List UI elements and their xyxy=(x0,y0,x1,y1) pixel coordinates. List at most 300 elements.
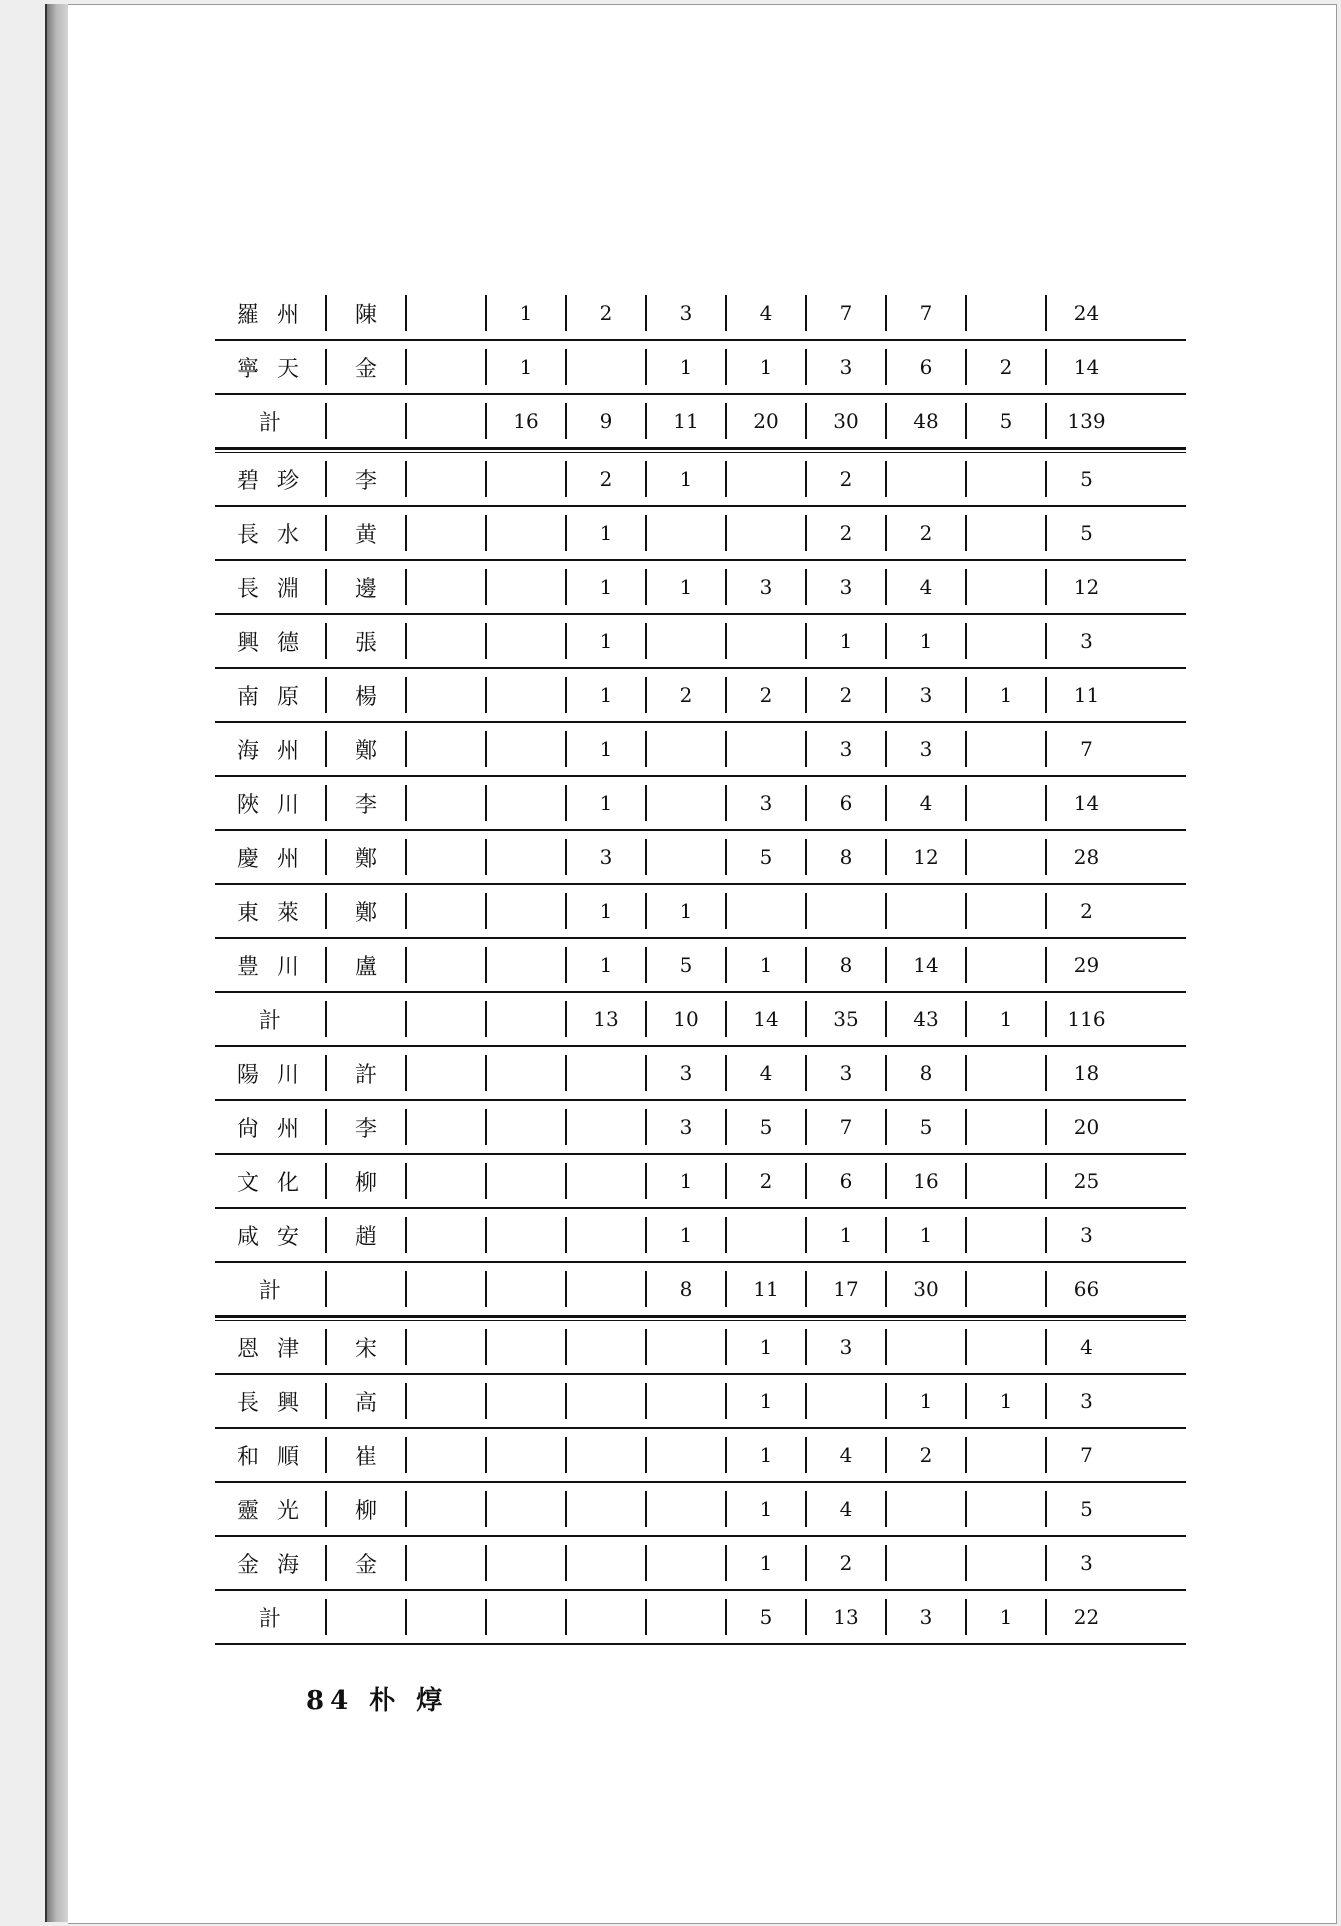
count-cell xyxy=(405,1001,485,1037)
count-cell xyxy=(405,1055,485,1091)
count-cell xyxy=(565,349,645,385)
count-cell xyxy=(485,623,565,659)
count-cell: 2 xyxy=(885,515,965,551)
surname-cell: 張 xyxy=(325,623,405,659)
count-cell xyxy=(485,893,565,929)
count-cell: 8 xyxy=(805,947,885,983)
count-cell: 4 xyxy=(805,1437,885,1473)
count-cell: 2 xyxy=(805,1545,885,1581)
count-cell: 8 xyxy=(645,1271,725,1307)
surname-cell: 金 xyxy=(325,349,405,385)
count-cell xyxy=(405,947,485,983)
count-cell: 3 xyxy=(565,839,645,875)
count-cell: 11 xyxy=(725,1271,805,1307)
table-row xyxy=(215,1155,1186,1209)
count-cell xyxy=(565,1491,645,1527)
count-cell: 1 xyxy=(965,677,1045,713)
count-cell xyxy=(965,515,1045,551)
table-row xyxy=(215,777,1186,831)
count-cell: 3 xyxy=(725,569,805,605)
count-cell: 3 xyxy=(805,731,885,767)
table-row xyxy=(215,939,1186,993)
total-cell: 3 xyxy=(1045,1217,1126,1253)
count-cell xyxy=(405,1163,485,1199)
clan-cell: 慶州 xyxy=(237,846,318,872)
author-name: 朴 焞 xyxy=(369,1686,449,1716)
total-cell: 3 xyxy=(1045,1383,1126,1419)
total-cell: 3 xyxy=(1045,623,1126,659)
count-cell: 1 xyxy=(805,623,885,659)
surname-cell: 邊 xyxy=(325,569,405,605)
count-cell: 2 xyxy=(805,461,885,497)
count-cell: 1 xyxy=(565,893,645,929)
count-cell xyxy=(885,461,965,497)
count-cell: 1 xyxy=(565,677,645,713)
count-cell: 1 xyxy=(805,1217,885,1253)
count-cell: 2 xyxy=(725,677,805,713)
table-row xyxy=(215,723,1186,777)
clan-cell: 羅州 xyxy=(237,302,318,328)
count-cell xyxy=(965,1271,1045,1307)
count-cell xyxy=(965,1545,1045,1581)
count-cell: 1 xyxy=(725,1491,805,1527)
clan-cell: 興德 xyxy=(237,630,318,656)
clan-cell: 咸安 xyxy=(237,1224,318,1250)
count-cell xyxy=(405,1545,485,1581)
clan-cell: 靈光 xyxy=(237,1498,318,1524)
count-cell xyxy=(405,1271,485,1307)
count-cell xyxy=(965,893,1045,929)
clan-cell: 東萊 xyxy=(237,900,318,926)
surname-cell: 楊 xyxy=(325,677,405,713)
count-cell xyxy=(965,1217,1045,1253)
total-cell: 5 xyxy=(1045,461,1126,497)
count-cell: 2 xyxy=(565,461,645,497)
count-cell xyxy=(565,1271,645,1307)
count-cell: 2 xyxy=(645,677,725,713)
count-cell: 16 xyxy=(885,1163,965,1199)
surname-cell: 趙 xyxy=(325,1217,405,1253)
count-cell xyxy=(965,1055,1045,1091)
count-cell: 6 xyxy=(805,785,885,821)
count-cell xyxy=(405,1109,485,1145)
table-row xyxy=(215,669,1186,723)
count-cell xyxy=(405,461,485,497)
count-cell xyxy=(565,1163,645,1199)
count-cell: 6 xyxy=(805,1163,885,1199)
subtotal-label: 計 xyxy=(258,1278,281,1304)
count-cell xyxy=(405,731,485,767)
total-cell: 2 xyxy=(1045,893,1126,929)
count-cell xyxy=(725,623,805,659)
surname-cell: 金 xyxy=(325,1545,405,1581)
clan-cell: 碧珍 xyxy=(237,468,318,494)
count-cell xyxy=(405,623,485,659)
count-cell: 1 xyxy=(565,947,645,983)
surname-cell: 柳 xyxy=(325,1163,405,1199)
total-cell: 3 xyxy=(1045,1545,1126,1581)
table-row xyxy=(215,1537,1186,1591)
count-cell xyxy=(405,785,485,821)
table-row xyxy=(215,1047,1186,1101)
count-cell: 3 xyxy=(645,295,725,331)
clan-cell: 南原 xyxy=(237,684,318,710)
count-cell xyxy=(645,1599,725,1635)
count-cell xyxy=(485,1599,565,1635)
count-cell: 1 xyxy=(725,1383,805,1419)
count-cell: 3 xyxy=(725,785,805,821)
count-cell: 13 xyxy=(805,1599,885,1635)
count-cell: 3 xyxy=(805,569,885,605)
total-cell: 4 xyxy=(1045,1329,1126,1365)
page-footer xyxy=(306,1680,448,1717)
count-cell xyxy=(565,1599,645,1635)
count-cell: 1 xyxy=(965,1383,1045,1419)
surname-cell: 宋 xyxy=(325,1329,405,1365)
count-cell: 5 xyxy=(725,1599,805,1635)
total-cell: 139 xyxy=(1045,403,1126,439)
count-cell xyxy=(645,785,725,821)
count-cell xyxy=(405,295,485,331)
count-cell: 35 xyxy=(805,1001,885,1037)
count-cell: 1 xyxy=(645,461,725,497)
subtotal-row xyxy=(215,993,1186,1047)
count-cell xyxy=(405,1217,485,1253)
surname-cell xyxy=(325,1001,405,1037)
count-cell xyxy=(485,1491,565,1527)
clan-cell: 寧天 xyxy=(237,356,318,382)
total-cell: 7 xyxy=(1045,731,1126,767)
count-cell: 9 xyxy=(565,403,645,439)
count-cell: 1 xyxy=(485,349,565,385)
count-cell xyxy=(485,1271,565,1307)
count-cell: 1 xyxy=(565,569,645,605)
count-cell: 17 xyxy=(805,1271,885,1307)
count-cell xyxy=(725,461,805,497)
count-cell: 1 xyxy=(725,349,805,385)
total-cell: 5 xyxy=(1045,515,1126,551)
count-cell: 3 xyxy=(885,677,965,713)
table-row xyxy=(215,507,1186,561)
total-cell: 7 xyxy=(1045,1437,1126,1473)
count-cell xyxy=(405,515,485,551)
count-cell: 1 xyxy=(565,785,645,821)
table-row xyxy=(215,615,1186,669)
count-cell xyxy=(645,1545,725,1581)
surname-cell: 鄭 xyxy=(325,893,405,929)
count-cell: 1 xyxy=(885,1217,965,1253)
table-row xyxy=(215,885,1186,939)
count-cell xyxy=(485,1545,565,1581)
clan-cell: 長淵 xyxy=(237,576,318,602)
count-cell: 5 xyxy=(965,403,1045,439)
surname-cell xyxy=(325,1599,405,1635)
count-cell: 2 xyxy=(885,1437,965,1473)
count-cell xyxy=(485,1383,565,1419)
count-cell: 1 xyxy=(725,1437,805,1473)
count-cell: 5 xyxy=(725,839,805,875)
count-cell: 3 xyxy=(645,1109,725,1145)
count-cell: 7 xyxy=(805,1109,885,1145)
table-row xyxy=(215,831,1186,885)
clan-cell: 長水 xyxy=(237,522,318,548)
total-cell: 12 xyxy=(1045,569,1126,605)
count-cell xyxy=(965,1491,1045,1527)
count-cell xyxy=(645,1383,725,1419)
count-cell: 1 xyxy=(885,1383,965,1419)
count-cell xyxy=(485,569,565,605)
count-cell xyxy=(565,1055,645,1091)
count-cell xyxy=(965,785,1045,821)
count-cell xyxy=(805,1383,885,1419)
count-cell: 4 xyxy=(885,569,965,605)
total-cell: 24 xyxy=(1045,295,1126,331)
clan-cell: 陽川 xyxy=(237,1062,318,1088)
count-cell: 6 xyxy=(885,349,965,385)
surname-cell: 李 xyxy=(325,785,405,821)
count-cell xyxy=(405,569,485,605)
count-cell: 1 xyxy=(885,623,965,659)
count-cell xyxy=(405,1329,485,1365)
total-cell: 25 xyxy=(1045,1163,1126,1199)
total-cell: 28 xyxy=(1045,839,1126,875)
count-cell: 3 xyxy=(805,1329,885,1365)
count-cell xyxy=(485,1163,565,1199)
count-cell xyxy=(725,893,805,929)
count-cell: 1 xyxy=(485,295,565,331)
count-cell xyxy=(645,1437,725,1473)
count-cell xyxy=(565,1545,645,1581)
count-cell xyxy=(565,1383,645,1419)
count-cell xyxy=(565,1437,645,1473)
count-cell: 5 xyxy=(885,1109,965,1145)
table-row xyxy=(215,1375,1186,1429)
surname-cell: 黄 xyxy=(325,515,405,551)
count-cell xyxy=(485,1217,565,1253)
count-cell xyxy=(645,839,725,875)
clan-cell: 長興 xyxy=(237,1390,318,1416)
count-cell: 2 xyxy=(725,1163,805,1199)
total-cell: 11 xyxy=(1045,677,1126,713)
count-cell xyxy=(885,1491,965,1527)
subtotal-label: 計 xyxy=(258,1606,281,1632)
count-cell xyxy=(725,731,805,767)
count-cell xyxy=(405,1437,485,1473)
count-cell xyxy=(965,731,1045,767)
subtotal-label: 計 xyxy=(258,410,281,436)
count-cell xyxy=(885,1545,965,1581)
count-cell: 4 xyxy=(885,785,965,821)
total-cell: 14 xyxy=(1045,785,1126,821)
count-cell xyxy=(485,785,565,821)
count-cell: 1 xyxy=(645,1217,725,1253)
count-cell xyxy=(885,893,965,929)
count-cell: 3 xyxy=(645,1055,725,1091)
count-cell: 1 xyxy=(725,947,805,983)
count-cell xyxy=(405,1491,485,1527)
total-cell: 29 xyxy=(1045,947,1126,983)
count-cell xyxy=(645,515,725,551)
count-cell xyxy=(405,677,485,713)
total-cell: 22 xyxy=(1045,1599,1126,1635)
count-cell xyxy=(485,839,565,875)
count-cell xyxy=(485,461,565,497)
count-cell: 4 xyxy=(725,295,805,331)
count-cell xyxy=(725,1217,805,1253)
table-row xyxy=(215,561,1186,615)
count-cell xyxy=(645,1491,725,1527)
count-cell: 8 xyxy=(805,839,885,875)
surname-cell xyxy=(325,403,405,439)
count-cell: 5 xyxy=(645,947,725,983)
table-row xyxy=(215,1209,1186,1263)
surname-cell: 鄭 xyxy=(325,839,405,875)
surname-cell: 李 xyxy=(325,461,405,497)
count-cell: 4 xyxy=(725,1055,805,1091)
count-cell xyxy=(965,1329,1045,1365)
count-cell xyxy=(885,1329,965,1365)
count-cell xyxy=(405,1599,485,1635)
count-cell: 7 xyxy=(805,295,885,331)
total-cell: 18 xyxy=(1045,1055,1126,1091)
surname-cell: 柳 xyxy=(325,1491,405,1527)
book-spine xyxy=(45,4,70,1922)
total-cell: 20 xyxy=(1045,1109,1126,1145)
surname-cell xyxy=(325,1271,405,1307)
total-cell: 116 xyxy=(1045,1001,1126,1037)
count-cell xyxy=(645,1329,725,1365)
count-cell xyxy=(485,947,565,983)
count-cell xyxy=(485,1329,565,1365)
count-cell xyxy=(405,893,485,929)
count-cell: 2 xyxy=(965,349,1045,385)
count-cell xyxy=(485,1055,565,1091)
count-cell xyxy=(965,839,1045,875)
clan-cell: 尙州 xyxy=(237,1116,318,1142)
clan-cell: 海州 xyxy=(237,738,318,764)
surname-cell: 李 xyxy=(325,1109,405,1145)
total-cell: 14 xyxy=(1045,349,1126,385)
count-cell xyxy=(645,731,725,767)
count-cell: 13 xyxy=(565,1001,645,1037)
count-cell xyxy=(965,1437,1045,1473)
count-cell: 43 xyxy=(885,1001,965,1037)
count-cell xyxy=(405,349,485,385)
count-cell: 3 xyxy=(885,1599,965,1635)
count-cell xyxy=(965,295,1045,331)
count-cell xyxy=(565,1329,645,1365)
count-cell xyxy=(725,515,805,551)
count-cell: 1 xyxy=(565,515,645,551)
table-row xyxy=(215,341,1186,395)
clan-cell: 文化 xyxy=(237,1170,318,1196)
count-cell xyxy=(405,839,485,875)
table-row xyxy=(215,1101,1186,1155)
surname-cell: 鄭 xyxy=(325,731,405,767)
count-cell: 30 xyxy=(805,403,885,439)
clan-cell: 和順 xyxy=(237,1444,318,1470)
count-cell: 10 xyxy=(645,1001,725,1037)
count-cell: 2 xyxy=(805,515,885,551)
surname-cell: 盧 xyxy=(325,947,405,983)
clan-cell: 金海 xyxy=(237,1552,318,1578)
count-cell: 30 xyxy=(885,1271,965,1307)
subtotal-row xyxy=(215,1591,1186,1645)
count-cell: 1 xyxy=(965,1001,1045,1037)
count-cell: 11 xyxy=(645,403,725,439)
count-cell: 1 xyxy=(645,349,725,385)
clan-cell: 陜川 xyxy=(237,792,318,818)
table-row xyxy=(215,1483,1186,1537)
count-cell xyxy=(805,893,885,929)
surname-cell: 崔 xyxy=(325,1437,405,1473)
count-cell: 14 xyxy=(885,947,965,983)
count-cell xyxy=(485,677,565,713)
count-cell: 8 xyxy=(885,1055,965,1091)
count-cell xyxy=(965,569,1045,605)
count-cell xyxy=(485,1437,565,1473)
count-cell xyxy=(645,623,725,659)
table-row xyxy=(215,1429,1186,1483)
subtotal-label: 計 xyxy=(258,1008,281,1034)
count-cell xyxy=(485,1001,565,1037)
subtotal-row xyxy=(215,395,1186,449)
count-cell xyxy=(485,731,565,767)
surname-cell: 高 xyxy=(325,1383,405,1419)
subtotal-row xyxy=(215,1263,1186,1317)
count-cell: 14 xyxy=(725,1001,805,1037)
count-cell xyxy=(965,461,1045,497)
surname-cell: 陳 xyxy=(325,295,405,331)
total-cell: 66 xyxy=(1045,1271,1126,1307)
count-cell: 1 xyxy=(725,1545,805,1581)
count-cell xyxy=(965,1109,1045,1145)
page-number: 84 xyxy=(306,1686,355,1716)
count-cell: 1 xyxy=(725,1329,805,1365)
count-cell: 1 xyxy=(565,623,645,659)
count-cell xyxy=(485,515,565,551)
count-cell: 3 xyxy=(805,349,885,385)
count-cell: 12 xyxy=(885,839,965,875)
count-cell xyxy=(405,403,485,439)
count-cell: 7 xyxy=(885,295,965,331)
clan-cell: 恩津 xyxy=(237,1336,318,1362)
count-cell xyxy=(405,1383,485,1419)
count-cell: 20 xyxy=(725,403,805,439)
count-cell xyxy=(565,1217,645,1253)
count-cell: 2 xyxy=(565,295,645,331)
data-table xyxy=(215,287,1186,1645)
table-row xyxy=(215,1317,1186,1375)
count-cell: 2 xyxy=(805,677,885,713)
count-cell: 1 xyxy=(965,1599,1045,1635)
count-cell: 1 xyxy=(645,893,725,929)
count-cell: 16 xyxy=(485,403,565,439)
table-row xyxy=(215,287,1186,341)
total-cell: 5 xyxy=(1045,1491,1126,1527)
count-cell xyxy=(965,947,1045,983)
count-cell: 5 xyxy=(725,1109,805,1145)
count-cell: 4 xyxy=(805,1491,885,1527)
surname-cell: 許 xyxy=(325,1055,405,1091)
count-cell: 1 xyxy=(645,569,725,605)
clan-cell: 豊川 xyxy=(237,954,318,980)
count-cell: 1 xyxy=(565,731,645,767)
table-row xyxy=(215,449,1186,507)
count-cell: 3 xyxy=(885,731,965,767)
count-cell xyxy=(565,1109,645,1145)
count-cell xyxy=(485,1109,565,1145)
